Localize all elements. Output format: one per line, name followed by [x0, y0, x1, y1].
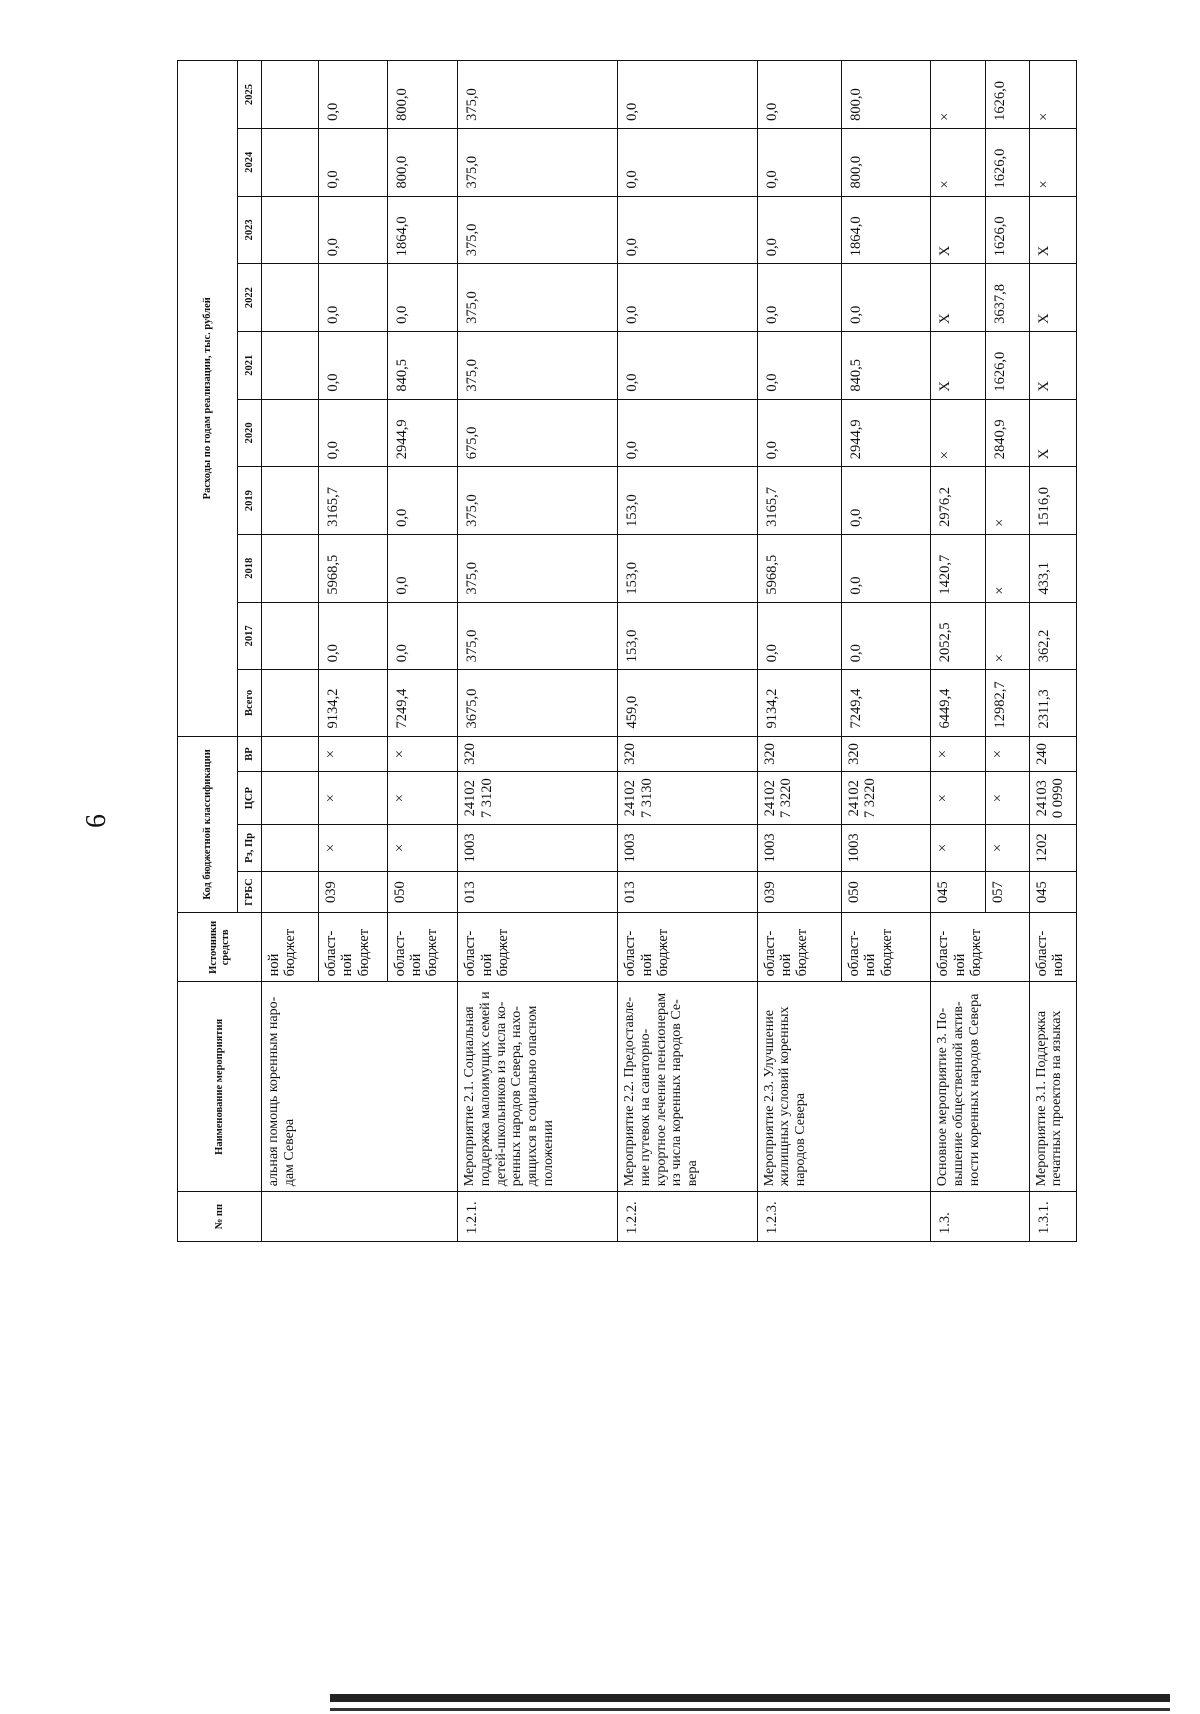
row-year-value: 2976,2: [931, 467, 986, 535]
row-year-value: ×: [931, 399, 986, 467]
row-rzpr: 1003: [842, 824, 931, 871]
row-year-value: 375,0: [458, 61, 618, 129]
table-row: [931, 61, 986, 1242]
row-year-value: 0,0: [842, 602, 931, 670]
row-source: област-ной бюджет: [458, 913, 618, 982]
row-grbs: 039: [319, 871, 388, 912]
row-year-value: 375,0: [458, 128, 618, 196]
row-source: област-ной бюджет: [319, 913, 388, 982]
row-year-value: 1864,0: [842, 196, 931, 264]
row-total: 2311,3: [1029, 670, 1076, 736]
row-vr: 320: [618, 736, 757, 772]
table-row: [458, 61, 618, 1242]
row-rzpr: 1003: [757, 824, 842, 871]
header-name: Наименование мероприятия: [178, 982, 262, 1192]
row-year-value: [262, 467, 319, 535]
row-num: 1.2.2.: [618, 1192, 757, 1242]
row-num: 1.3.1.: [1029, 1192, 1076, 1242]
row-year-value: X: [931, 331, 986, 399]
row-year-value: 2944,9: [842, 399, 931, 467]
header-grbs: ГРБС: [238, 871, 262, 912]
header-year: 2025: [238, 61, 262, 129]
row-year-value: ×: [931, 61, 986, 129]
row-year-value: 0,0: [319, 602, 388, 670]
table-row: [618, 61, 757, 1242]
row-year-value: 1626,0: [986, 196, 1029, 264]
row-year-value: 375,0: [458, 467, 618, 535]
row-year-value: 0,0: [319, 196, 388, 264]
row-year-value: [262, 128, 319, 196]
row-year-value: 3165,7: [319, 467, 388, 535]
header-rzpr: Рз, Пр: [238, 824, 262, 871]
row-total: 3675,0: [458, 670, 618, 736]
row-year-value: [262, 61, 319, 129]
row-rzpr: ×: [931, 824, 986, 871]
row-year-value: 362,2: [1029, 602, 1076, 670]
row-source: област-ной бюджет: [618, 913, 757, 982]
row-year-value: 0,0: [757, 331, 842, 399]
row-grbs: 050: [842, 871, 931, 912]
table-row: [262, 61, 319, 1242]
row-rzpr: 1202: [1029, 824, 1076, 871]
row-vr: ×: [319, 736, 388, 772]
row-source: област-ной бюджет: [757, 913, 842, 982]
row-year-value: 2840,9: [986, 399, 1029, 467]
row-year-value: 0,0: [618, 264, 757, 332]
header-year: 2022: [238, 264, 262, 332]
header-year: 2018: [238, 534, 262, 602]
row-source: област-ной бюджет: [842, 913, 931, 982]
row-csr: ×: [986, 772, 1029, 824]
row-year-value: [262, 534, 319, 602]
row-year-value: 375,0: [458, 264, 618, 332]
row-year-value: [262, 331, 319, 399]
row-year-value: 0,0: [842, 534, 931, 602]
rotated-table-wrapper: [177, 60, 1077, 1242]
row-year-value: 0,0: [757, 399, 842, 467]
row-year-value: 0,0: [842, 264, 931, 332]
row-name: Мероприятие 2.3. Улучшение жилищных условий коренных народов Севера: [757, 982, 931, 1192]
row-year-value: 0,0: [618, 331, 757, 399]
row-year-value: 840,5: [842, 331, 931, 399]
row-year-value: 0,0: [387, 264, 458, 332]
row-year-value: X: [1029, 399, 1076, 467]
row-year-value: X: [1029, 196, 1076, 264]
row-year-value: 0,0: [319, 399, 388, 467]
header-source: Источники средств: [178, 913, 262, 982]
row-year-value: X: [1029, 331, 1076, 399]
row-rzpr: 1003: [458, 824, 618, 871]
table-row: [757, 61, 842, 1242]
row-grbs: 045: [931, 871, 986, 912]
row-name: альная помощь коренным наро-дам Севера: [262, 982, 458, 1192]
row-csr: ×: [319, 772, 388, 824]
scan-edge-line: [330, 1694, 1170, 1702]
row-year-value: 0,0: [319, 61, 388, 129]
row-year-value: 1626,0: [986, 128, 1029, 196]
row-vr: ×: [986, 736, 1029, 772]
row-csr: ×: [387, 772, 458, 824]
row-source: област-ной бюджет: [387, 913, 458, 982]
row-csr: 241027 3220: [842, 772, 931, 824]
row-rzpr: [262, 824, 319, 871]
row-total: 7249,4: [842, 670, 931, 736]
header-num: № пп: [178, 1192, 262, 1242]
row-year-value: 0,0: [618, 196, 757, 264]
row-year-value: 375,0: [458, 196, 618, 264]
row-rzpr: 1003: [618, 824, 757, 871]
row-csr: 241030 0990: [1029, 772, 1076, 824]
row-csr: 241027 3220: [757, 772, 842, 824]
row-rzpr: ×: [319, 824, 388, 871]
row-vr: ×: [931, 736, 986, 772]
row-total: 9134,2: [757, 670, 842, 736]
row-year-value: 0,0: [842, 467, 931, 535]
row-source: ной бюджет: [262, 913, 319, 982]
row-year-value: 1864,0: [387, 196, 458, 264]
row-name: Мероприятие 3.1. Поддержка печатных проектов на языках: [1029, 982, 1076, 1192]
row-vr: 240: [1029, 736, 1076, 772]
row-name: Основное мероприятие 3. По-вышение общественной актив-ности коренных народов Севера: [931, 982, 1029, 1192]
row-year-value: ×: [1029, 128, 1076, 196]
row-rzpr: ×: [387, 824, 458, 871]
row-num: 1.3.: [931, 1192, 1029, 1242]
row-year-value: [262, 602, 319, 670]
row-year-value: X: [931, 264, 986, 332]
row-vr: 320: [842, 736, 931, 772]
row-total: [262, 670, 319, 736]
row-year-value: 0,0: [757, 61, 842, 129]
row-year-value: [262, 196, 319, 264]
row-year-value: 0,0: [757, 602, 842, 670]
row-year-value: 0,0: [757, 196, 842, 264]
row-source: област-ной бюджет: [931, 913, 1029, 982]
row-rzpr: ×: [986, 824, 1029, 871]
row-vr: 320: [458, 736, 618, 772]
row-csr: 241027 3120: [458, 772, 618, 824]
table-row: [1029, 61, 1076, 1242]
row-year-value: [262, 399, 319, 467]
row-year-value: 840,5: [387, 331, 458, 399]
row-year-value: 375,0: [458, 534, 618, 602]
row-year-value: 0,0: [387, 534, 458, 602]
row-csr: 241027 3130: [618, 772, 757, 824]
row-vr: 320: [757, 736, 842, 772]
header-year: 2024: [238, 128, 262, 196]
row-year-value: 0,0: [387, 602, 458, 670]
header-total: Всего: [238, 670, 262, 736]
row-year-value: 1420,7: [931, 534, 986, 602]
row-year-value: 153,0: [618, 534, 757, 602]
row-grbs: 013: [618, 871, 757, 912]
header-year: 2023: [238, 196, 262, 264]
row-csr: [262, 772, 319, 824]
page-number: 6: [81, 814, 112, 828]
row-year-value: 0,0: [757, 264, 842, 332]
scan-edge-line: [330, 1708, 1170, 1711]
header-budget-code: Код бюджетной классификации: [178, 736, 238, 913]
header-csr: ЦСР: [238, 772, 262, 824]
row-source: област-ной: [1029, 913, 1076, 982]
row-num: 1.2.1.: [458, 1192, 618, 1242]
row-grbs: 045: [1029, 871, 1076, 912]
row-total: 459,0: [618, 670, 757, 736]
row-year-value: 3165,7: [757, 467, 842, 535]
row-year-value: 800,0: [387, 128, 458, 196]
row-year-value: 1516,0: [1029, 467, 1076, 535]
row-grbs: 057: [986, 871, 1029, 912]
row-year-value: 0,0: [319, 264, 388, 332]
row-year-value: 800,0: [842, 128, 931, 196]
row-year-value: [262, 264, 319, 332]
row-year-value: 2944,9: [387, 399, 458, 467]
row-name: Мероприятие 2.2. Предоставле-ние путевок на санаторно-курортное лечение пенсионерам из числа коренных народов Се-вера: [618, 982, 757, 1192]
row-grbs: 013: [458, 871, 618, 912]
row-year-value: X: [1029, 264, 1076, 332]
row-vr: [262, 736, 319, 772]
row-year-value: 153,0: [618, 602, 757, 670]
row-year-value: ×: [1029, 61, 1076, 129]
row-year-value: 1626,0: [986, 331, 1029, 399]
row-num: 1.2.3.: [757, 1192, 931, 1242]
row-csr: ×: [931, 772, 986, 824]
row-total: 7249,4: [387, 670, 458, 736]
row-total: 12982,7: [986, 670, 1029, 736]
row-num: [262, 1192, 458, 1242]
row-year-value: 5968,5: [757, 534, 842, 602]
budget-table: [177, 60, 1077, 1242]
row-year-value: 153,0: [618, 467, 757, 535]
row-grbs: 050: [387, 871, 458, 912]
row-year-value: 2052,5: [931, 602, 986, 670]
row-year-value: 0,0: [618, 61, 757, 129]
row-total: 6449,4: [931, 670, 986, 736]
row-name: Мероприятие 2.1. Социальная поддержка малоимущих семей и детей-школьников из числа ко-ренных народов Севера, нахо-дящихся в социально опасном положении: [458, 982, 618, 1192]
row-year-value: 0,0: [618, 399, 757, 467]
header-year: 2020: [238, 399, 262, 467]
row-year-value: 375,0: [458, 602, 618, 670]
row-year-value: ×: [986, 602, 1029, 670]
row-year-value: ×: [931, 128, 986, 196]
header-year: 2017: [238, 602, 262, 670]
row-year-value: 0,0: [319, 128, 388, 196]
row-year-value: 3637,8: [986, 264, 1029, 332]
row-year-value: X: [931, 196, 986, 264]
row-year-value: 675,0: [458, 399, 618, 467]
header-year: 2021: [238, 331, 262, 399]
row-year-value: 800,0: [387, 61, 458, 129]
row-year-value: ×: [986, 467, 1029, 535]
row-year-value: 0,0: [618, 128, 757, 196]
row-grbs: 039: [757, 871, 842, 912]
header-year: 2019: [238, 467, 262, 535]
row-year-value: 375,0: [458, 331, 618, 399]
row-vr: ×: [387, 736, 458, 772]
row-year-value: ×: [986, 534, 1029, 602]
row-year-value: 1626,0: [986, 61, 1029, 129]
row-total: 9134,2: [319, 670, 388, 736]
row-year-value: 800,0: [842, 61, 931, 129]
header-expenses: Расходы по годам реализации, тыс. рублей: [178, 61, 238, 737]
row-grbs: [262, 871, 319, 912]
row-year-value: 5968,5: [319, 534, 388, 602]
header-vr: ВР: [238, 736, 262, 772]
row-year-value: 0,0: [387, 467, 458, 535]
row-year-value: 0,0: [319, 331, 388, 399]
row-year-value: 0,0: [757, 128, 842, 196]
row-year-value: 433,1: [1029, 534, 1076, 602]
